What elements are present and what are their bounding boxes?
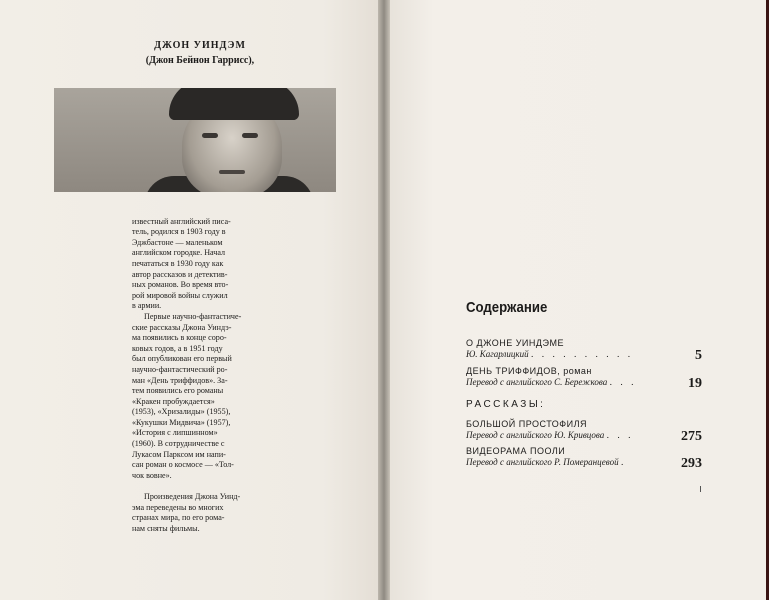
print-mark [700, 486, 701, 492]
toc-dots: . . . [606, 431, 634, 441]
author-pen-name: (Джон Бейнон Гаррисс), [145, 55, 255, 66]
author-portrait [54, 88, 336, 192]
toc-entry-subtitle: Перевод с английского Ю. Кривцова [466, 430, 605, 440]
section-label-stories: РАССКАЗЫ: [466, 399, 546, 410]
toc-page-number: 275 [681, 429, 702, 444]
bio-paragraph-3: Произведения Джона Уинд- эма переведены во многих странах мира, по его рома- нам сняты фильмы. [132, 492, 241, 533]
toc-page-number: 293 [681, 456, 702, 471]
bio-paragraph-2: Первые научно-фантастиче- ские рассказы Джона Уиндэ- ма появились в конце соро- ковых годов, а в 1951 году был опубликован его первый научно-фантастический ро- ман «День триффидов». За- тем появились его романы «Кракен пробуждается» (1953), «Хризалиды» (1955), «Кукушки Мидвича» (1957), «История с липшинном» (1960). В сотрудничестве с Лукасом Парксом им напи- сан роман о космосе — «Тол- чок вовне». [132, 311, 242, 480]
toc-entry-subtitle: Перевод с английского Р. Померанцевой [466, 457, 619, 467]
toc-entry-title: ДЕНЬ ТРИФФИДОВ, роман [466, 366, 592, 376]
bio-paragraph-1: известный английский писа- тель, родился в 1903 году в Эджбастоне — маленьком английском городке. Начал печататься в 1930 году как автор рассказов и детектив- ных романов. Во время вто- рой мировой войны служил в армии. [132, 216, 231, 311]
toc-page-number: 5 [695, 348, 702, 363]
toc-entry [466, 419, 702, 442]
contents-title: Содержание [466, 299, 548, 316]
toc-page-number: 19 [688, 376, 702, 391]
toc-entry-subtitle: Ю. Кагарлицкий [466, 349, 529, 359]
book-gutter [378, 0, 390, 600]
toc-dots: . . . . . . . . . . [530, 350, 634, 360]
toc-entry-title: БОЛЬШОЙ ПРОСТОФИЛЯ [466, 419, 588, 429]
toc-entry-title: ВИДЕОРАМА ПООЛИ [466, 446, 566, 456]
author-name: ДЖОН УИНДЭМ [154, 40, 246, 51]
toc-entry-subtitle: Перевод с английского С. Бережкова [466, 377, 608, 387]
right-page [388, 0, 769, 600]
author-bio [132, 206, 272, 545]
toc-dots: . . . [609, 378, 637, 388]
toc-dots: . [620, 458, 627, 468]
toc-entry [466, 338, 702, 361]
toc-entry-title: О ДЖОНЕ УИНДЭМЕ [466, 338, 564, 348]
toc-entry [466, 366, 702, 389]
toc-entry [466, 446, 702, 469]
